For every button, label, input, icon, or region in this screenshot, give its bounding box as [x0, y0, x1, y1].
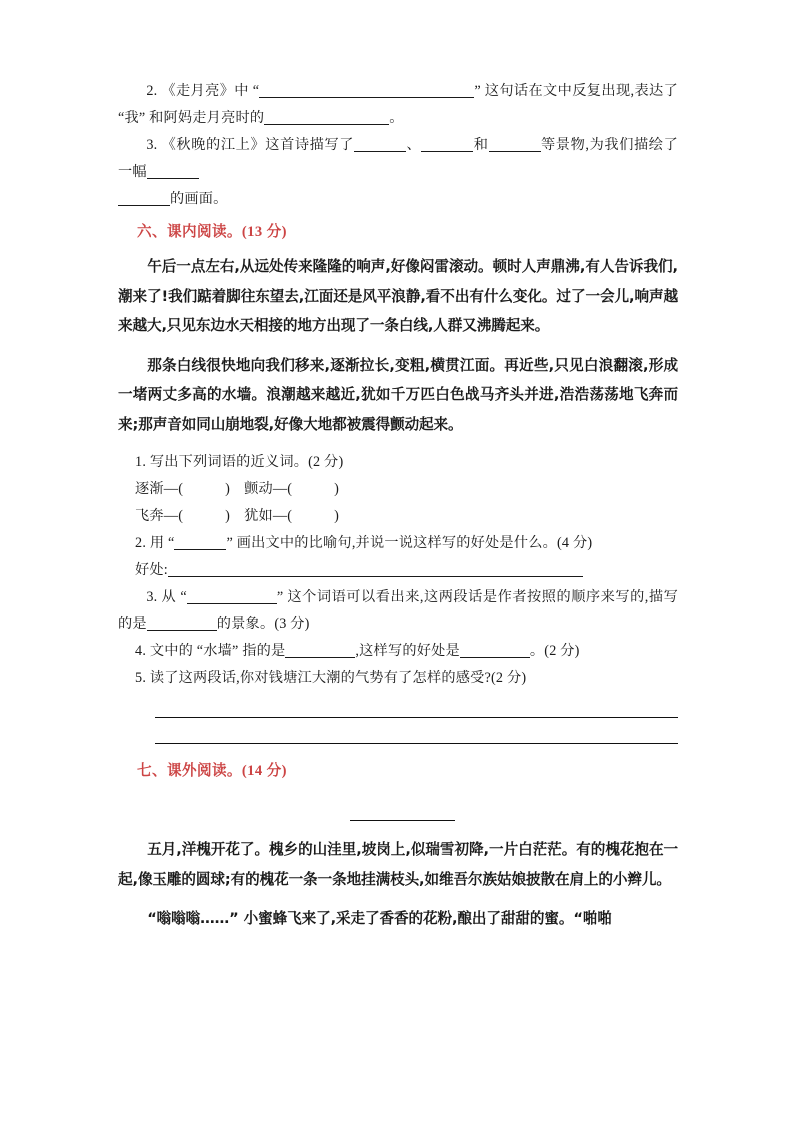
- section-seven-title-blank[interactable]: [350, 807, 455, 821]
- answer-rule-gap-1: [118, 692, 678, 717]
- spacer-before-section-seven: [118, 744, 678, 758]
- question-3-blank-c[interactable]: [489, 136, 541, 152]
- section-six-passage-1: 午后一点左右,从远处传来隆隆的响声,好像闷雷滚动。顿时人声鼎沸,有人告诉我们,潮来了!我们踮着脚往东望去,江面还是风平浪静,看不出有什么变化。过了一会儿,响声越来越大,只见东边水天相接的地方出现了一条白线,人群又沸腾起来。: [118, 258, 678, 334]
- s6-q1-synonym-row-1: [118, 476, 678, 503]
- s6-q2-number: 2.: [135, 535, 147, 551]
- s6-q2-text-a: 用 “: [149, 535, 175, 551]
- question-2-text-b: ” 这句话在文中反复出现,表达了 “我” 和阿妈走月亮时的: [118, 83, 679, 126]
- s6-question-1: [118, 449, 678, 476]
- s6-q1-pair-4-close: ): [334, 508, 340, 524]
- spacer-after-section-seven-heading: [118, 785, 678, 807]
- s6-q4-text-c: 。(2 分): [529, 643, 580, 659]
- s6-q3-text-c: 的景象。(3 分): [216, 616, 310, 632]
- s6-q1-synonym-row-2: [118, 503, 678, 530]
- top-spacer-2: [118, 28, 678, 56]
- section-seven-title-row: [118, 807, 678, 829]
- s6-q4-number: 4.: [135, 643, 147, 659]
- s6-question-2: [118, 530, 678, 557]
- s6-question-5: [118, 665, 678, 692]
- s6-question-2-answer: [118, 557, 678, 584]
- question-3-text-b: 、: [406, 137, 422, 153]
- question-3-text-f: 的画面。: [170, 191, 228, 207]
- passage-gap-1: [118, 341, 678, 351]
- question-2-text-a: 《走月亮》中 “: [161, 83, 260, 99]
- s6-q4-blank-a[interactable]: [285, 642, 355, 658]
- s6-q1-pair-1-word: 逐渐—(: [135, 481, 184, 497]
- s6-q4-blank-b[interactable]: [460, 642, 530, 658]
- s6-q1-pair-3-word: 飞奔—(: [135, 508, 184, 524]
- question-3-text-d: 等景物,为我们描绘了一幅: [118, 137, 679, 180]
- s6-q5-text: 读了这两段话,你对钱塘江大潮的气势有了怎样的感受?(2 分): [149, 670, 527, 686]
- section-seven-passage-1: 五月,洋槐开花了。槐乡的山洼里,坡岗上,似瑞雪初降,一片白茫茫。有的槐花抱在一起,像玉雕的圆球;有的槐花一条一条地挂满枝头,如维吾尔族姑娘披散在肩上的小辫儿。: [118, 841, 678, 888]
- s6-q1-number: 1.: [135, 454, 147, 470]
- s6-q2-blank-mark[interactable]: [174, 534, 226, 550]
- page-content: [118, 0, 678, 934]
- answer-rule-gap-2: [118, 718, 678, 743]
- question-item-3: [118, 132, 678, 186]
- s6-q4-text-a: 文中的 “水墙” 指的是: [149, 643, 286, 659]
- question-item-3-continued: [118, 186, 678, 213]
- s6-q2-answer-label: 好处:: [135, 562, 168, 578]
- s6-q3-blank-b[interactable]: [147, 615, 217, 631]
- s6-q1-text: 写出下列词语的近义词。(2 分): [149, 454, 344, 470]
- section-six-passage-2: 那条白线很快地向我们移来,逐渐拉长,变粗,横贯江面。再近些,只见白浪翻滚,形成一堵两丈多高的水墙。浪潮越来越近,犹如千万匹白色战马齐头并进,浩浩荡荡地飞奔而来;那声音如同山崩地裂,好像大地都被震得颤动起来。: [118, 356, 678, 433]
- question-3-blank-a[interactable]: [354, 136, 406, 152]
- section-seven-heading: 七、课外阅读。(14 分): [136, 763, 287, 779]
- s6-q5-number: 5.: [135, 670, 147, 686]
- s6-q3-blank-a[interactable]: [187, 588, 277, 604]
- s6-question-3: [118, 584, 678, 638]
- top-spacer-3: [118, 56, 678, 78]
- question-item-2: [118, 78, 678, 132]
- question-2-blank-a[interactable]: [259, 82, 474, 98]
- s6-q3-number: 3.: [146, 589, 158, 605]
- question-2-blank-b[interactable]: [264, 109, 389, 125]
- top-spacer: [118, 0, 678, 28]
- s6-q2-answer-blank[interactable]: [168, 561, 583, 577]
- question-3-blank-d[interactable]: [147, 163, 199, 179]
- question-3-blank-e[interactable]: [118, 190, 170, 206]
- s6-q4-text-b: ,这样写的好处是: [355, 643, 460, 659]
- section-seven-passage-2: “嗡嗡嗡……” 小蜜蜂飞来了,采走了香香的花粉,酿出了甜甜的蜜。“啪啪: [147, 910, 612, 927]
- question-3-text-a: 《秋晚的江上》这首诗描写了: [161, 137, 355, 153]
- s6-q1-pair-1-close: ): [225, 481, 231, 497]
- s6-q2-text-b: ” 画出文中的比喻句,并说一说这样写的好处是什么。(4 分): [226, 535, 593, 551]
- s6-q3-text-a: 从 “: [161, 589, 187, 605]
- question-3-number: 3.: [146, 137, 158, 153]
- spacer-before-s6-questions: [118, 439, 678, 449]
- s7-passage-gap: [118, 894, 678, 904]
- s6-q1-pair-4-word: 犹如—(: [244, 508, 293, 524]
- question-3-text-c: 和: [473, 137, 489, 153]
- question-2-text-c: 。: [389, 110, 404, 126]
- question-2-number: 2.: [146, 83, 158, 99]
- question-3-blank-b[interactable]: [421, 136, 473, 152]
- s6-question-4: [118, 638, 678, 665]
- s6-q1-pair-3-close: ): [225, 508, 231, 524]
- s6-q1-pair-2-close: ): [334, 481, 340, 497]
- s6-q3-text-b: ” 这个词语可以看出来,这两段话是作者按照的顺序来写的,描写的是: [118, 589, 679, 632]
- s6-q1-pair-2-word: 颤动—(: [244, 481, 293, 497]
- section-six-heading: 六、课内阅读。(13 分): [136, 224, 287, 240]
